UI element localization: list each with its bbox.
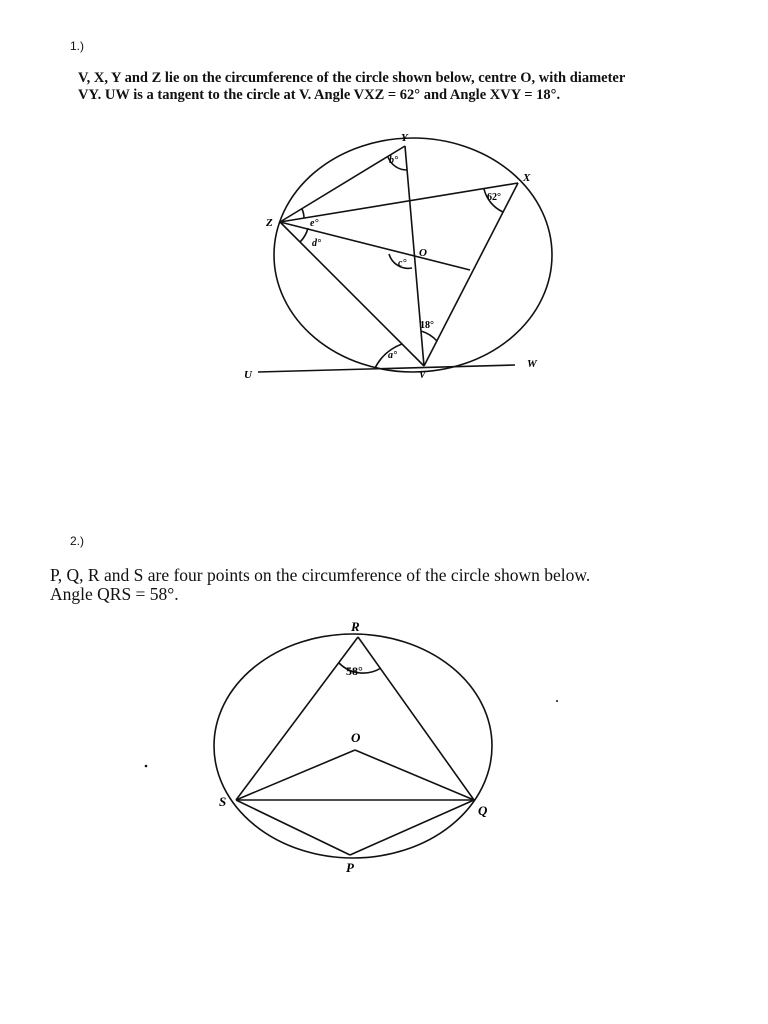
q1-angle-b: b° bbox=[389, 155, 398, 166]
question-2-line-2: Angle QRS = 58°. bbox=[50, 584, 179, 604]
q2-label-o: O bbox=[351, 730, 361, 745]
question-1-line-2: VY. UW is a tangent to the circle at V. Angle VXZ = 62° and Angle XVY = 18°. bbox=[78, 87, 561, 103]
q1-label-u: U bbox=[244, 369, 252, 381]
q1-angle-62: 62° bbox=[487, 192, 501, 203]
q1-angle-18: 18° bbox=[420, 320, 434, 331]
question-2-number: 2.) bbox=[70, 534, 85, 548]
q2-angle-58: 58° bbox=[346, 664, 363, 678]
q1-label-o: O bbox=[419, 247, 427, 259]
q2-stray-dot-right bbox=[556, 700, 558, 702]
q1-label-z: Z bbox=[266, 217, 273, 229]
q1-arc-d bbox=[300, 228, 308, 242]
q2-label-q: Q bbox=[478, 803, 488, 818]
question-2-line-1: P, Q, R and S are four points on the circumference of the circle shown below. bbox=[50, 565, 591, 585]
q1-chord-xv bbox=[424, 183, 518, 366]
question-1-line-1: V, X, Y and Z lie on the circumference of the circle shown below, centre O, with diameter bbox=[78, 70, 626, 86]
q1-angle-a: a° bbox=[388, 350, 397, 361]
q2-label-s: S bbox=[219, 794, 227, 809]
q2-label-p: P bbox=[346, 860, 354, 875]
q1-label-w: W bbox=[527, 358, 537, 370]
q1-arc-18 bbox=[421, 331, 437, 341]
q1-angle-c: c° bbox=[398, 258, 407, 269]
q1-arc-e bbox=[302, 209, 304, 218]
q1-label-v: V bbox=[419, 370, 426, 381]
question-2-text bbox=[50, 566, 730, 604]
q2-chord-rs bbox=[236, 637, 358, 800]
q1-chord-yz bbox=[280, 146, 405, 222]
q2-stray-dot-left bbox=[145, 765, 148, 768]
q1-chord-zx bbox=[280, 183, 518, 222]
q1-angle-d: d° bbox=[312, 238, 321, 249]
question-1-number: 1.) bbox=[70, 39, 85, 53]
q1-label-x: X bbox=[523, 172, 531, 184]
q1-angle-e: e° bbox=[310, 218, 319, 229]
q2-label-r: R bbox=[351, 619, 360, 634]
q1-chord-zv bbox=[280, 222, 424, 366]
q1-label-y: Y bbox=[401, 132, 408, 144]
q1-tangent-uw bbox=[258, 365, 515, 372]
